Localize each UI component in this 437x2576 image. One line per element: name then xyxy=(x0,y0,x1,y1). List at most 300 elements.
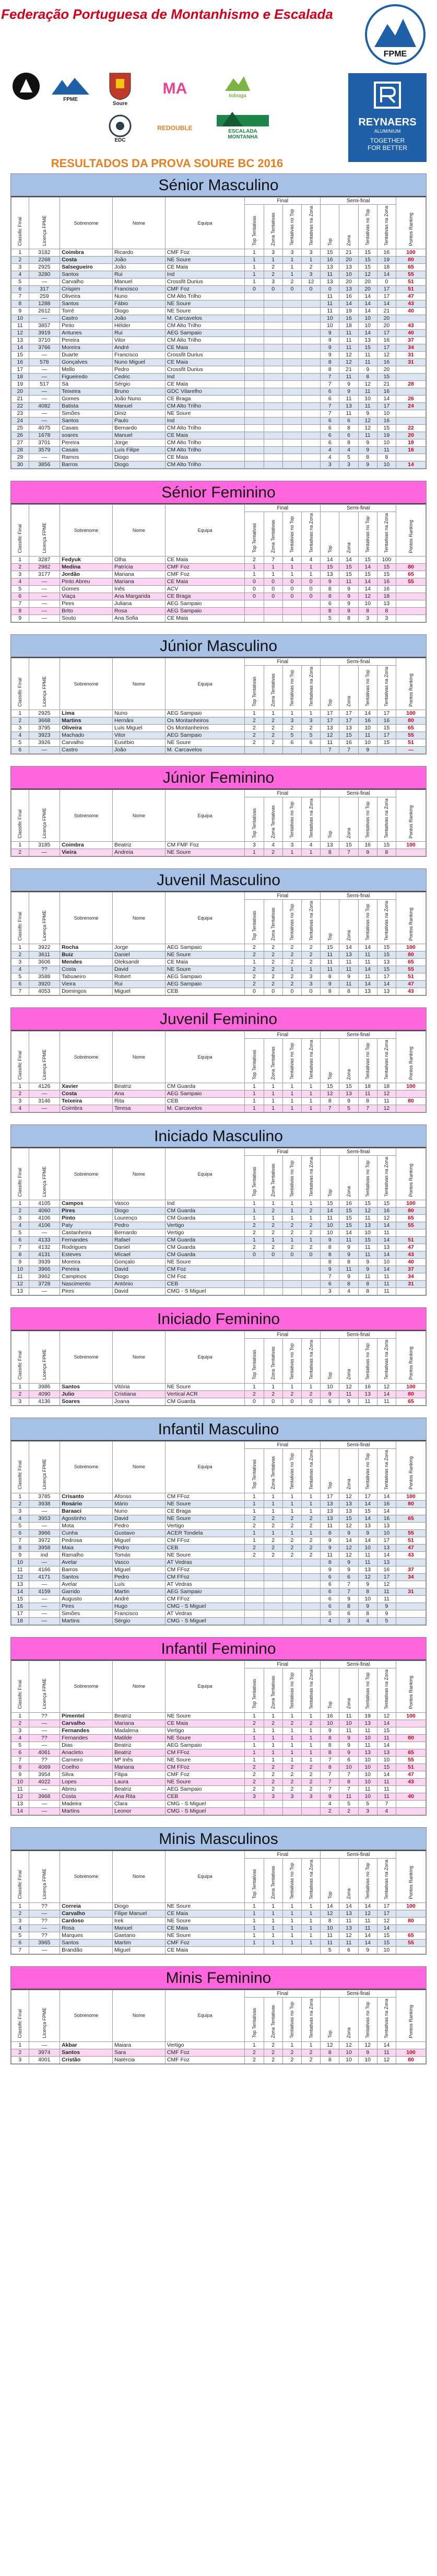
semifinal-group-header: Semi-final xyxy=(321,1851,396,1858)
column-header-nome: Nome xyxy=(112,1031,165,1083)
final-top-attempts: 1 xyxy=(245,1200,264,1208)
sub-column-header-text: Zona Tentativas xyxy=(270,212,276,246)
sub-column-header-text: Tentativas na Zona xyxy=(384,1449,389,1490)
ranking-points-cell: 100 xyxy=(396,1493,426,1500)
semi-top-tries: 3 xyxy=(358,615,377,622)
final-top-attempts: 2 xyxy=(245,1229,264,1237)
column-header-cls xyxy=(11,198,29,249)
ranking-points-cell xyxy=(396,586,426,593)
final-zone-attempts: 2 xyxy=(264,1515,282,1522)
table-row xyxy=(11,2041,426,2049)
surname-cell: Gomes xyxy=(60,396,113,403)
surname-cell: Augusto xyxy=(60,1595,113,1603)
fpme-badge-logo xyxy=(364,3,427,66)
soure-crest xyxy=(104,68,136,110)
semi-zone: 8 xyxy=(339,615,358,622)
semi-top-tries: 14 xyxy=(358,1932,377,1939)
final-top-tries xyxy=(282,425,301,432)
reynaers-logo xyxy=(348,73,427,162)
final-zone-attempts: 2 xyxy=(264,264,282,271)
table-row xyxy=(11,739,426,747)
column-header-sob: Sobrenome xyxy=(60,658,113,710)
sub-column-header xyxy=(321,512,339,556)
final-top-attempts: 3 xyxy=(245,842,264,849)
surname-cell: Oliveira xyxy=(60,725,113,732)
ranking-points-cell: 51 xyxy=(396,1237,426,1244)
semi-zone: 6 xyxy=(339,432,358,439)
table-row xyxy=(11,447,426,454)
semi-zone-tries: 5 xyxy=(377,1617,396,1624)
semi-top: 6 xyxy=(321,1281,339,1288)
ranking-points-cell xyxy=(396,1581,426,1588)
table-row xyxy=(11,1756,426,1763)
final-top-attempts xyxy=(245,410,264,417)
semi-zone: 9 xyxy=(339,1398,358,1405)
rank-cell: 7 xyxy=(11,1537,29,1544)
table-row xyxy=(11,1222,426,1229)
final-top-attempts xyxy=(245,322,264,330)
table-row xyxy=(11,1098,426,1105)
semi-zone-tries: 15 xyxy=(377,374,396,381)
semi-zone-tries: 17 xyxy=(377,344,396,352)
license-cell: — xyxy=(29,1720,60,1727)
final-top-tries: 1 xyxy=(282,1493,301,1500)
firstname-cell: Hernâni xyxy=(112,717,165,725)
column-header-text: Classific Final xyxy=(17,2009,23,2038)
sub-column-header-text: Zona Tentativas xyxy=(270,1676,276,1709)
rank-cell: 4 xyxy=(11,1734,29,1742)
final-top-tries: 1 xyxy=(282,966,301,973)
team-cell: CE Maia xyxy=(165,454,245,461)
semi-zone-tries: 13 xyxy=(377,1544,396,1551)
final-zone-attempts: 2 xyxy=(264,952,282,959)
sub-column-header-text: Tentativas no Top xyxy=(365,1672,371,1709)
license-cell: — xyxy=(29,1610,60,1617)
ranking-points-cell: 80 xyxy=(396,1917,426,1924)
semi-zone-tries: 16 xyxy=(377,359,396,366)
final-top-attempts: 2 xyxy=(245,2056,264,2063)
license-cell: 4106 xyxy=(29,1215,60,1222)
surname-cell: Dias xyxy=(60,1742,113,1749)
semi-top-tries: 14 xyxy=(358,981,377,988)
ranking-points-cell: 34 xyxy=(396,1273,426,1281)
rank-cell: 4 xyxy=(11,1105,29,1112)
firstname-cell: Beatriz xyxy=(112,842,165,849)
team-cell: Crossfit Durius xyxy=(165,366,245,374)
semi-zone: 7 xyxy=(339,1588,358,1595)
table-row xyxy=(11,461,426,469)
semi-zone-tries: 14 xyxy=(377,1507,396,1515)
final-zone-attempts: 2 xyxy=(264,944,282,952)
rank-cell: 3 xyxy=(11,2056,29,2063)
team-cell: CMF Foz xyxy=(165,564,245,571)
final-top-tries: 2 xyxy=(282,1390,301,1398)
license-cell: 4090 xyxy=(29,1390,60,1398)
semi-zone: 9 xyxy=(339,1273,358,1281)
surname-cell: Martins xyxy=(60,1807,113,1815)
final-top-attempts xyxy=(245,1610,264,1617)
semi-zone: 7 xyxy=(339,849,358,856)
final-zone-attempts xyxy=(264,1603,282,1610)
firstname-cell: Inês xyxy=(112,586,165,593)
column-header-eq: Equipa xyxy=(165,1990,245,2041)
surname-cell: Fernandes xyxy=(60,1734,113,1742)
rank-cell: 3 xyxy=(11,1917,29,1924)
semi-top-tries: 10 xyxy=(358,600,377,608)
semi-zone: 14 xyxy=(339,556,358,564)
final-top-tries xyxy=(282,366,301,374)
final-top-tries: 2 xyxy=(282,1244,301,1251)
final-zone-attempts xyxy=(264,293,282,300)
team-cell: CE Maia xyxy=(165,556,245,564)
semi-zone: 7 xyxy=(339,1581,358,1588)
final-top-tries xyxy=(282,344,301,352)
semi-top-tries: 11 xyxy=(358,352,377,359)
firstname-cell: Gaetano xyxy=(112,1932,165,1939)
final-top-attempts: 2 xyxy=(245,1785,264,1793)
team-cell: NE Soure xyxy=(165,1500,245,1507)
rank-cell: 2 xyxy=(11,564,29,571)
team-cell: NE Soure xyxy=(165,1712,245,1720)
final-zone-tries xyxy=(301,1288,320,1295)
semi-top: 6 xyxy=(321,417,339,425)
semi-zone-tries: 20 xyxy=(377,366,396,374)
final-top-tries xyxy=(282,1581,301,1588)
final-zone-attempts xyxy=(264,330,282,337)
ranking-points-cell: 100 xyxy=(396,249,426,257)
final-zone-attempts xyxy=(264,403,282,410)
sub-column-header-text: Zona xyxy=(346,695,351,707)
surname-cell: Antunes xyxy=(60,330,113,337)
column-header-eq: Equipa xyxy=(165,1331,245,1383)
semi-top: 6 xyxy=(321,1581,339,1588)
semi-top: 9 xyxy=(321,330,339,337)
semi-zone: 11 xyxy=(339,1237,358,1244)
final-top-tries: 2 xyxy=(282,1720,301,1727)
semi-top: 9 xyxy=(321,981,339,988)
semi-top: 8 xyxy=(321,2056,339,2063)
semi-zone-tries: 13 xyxy=(377,988,396,995)
semi-top-tries: 13 xyxy=(358,1720,377,1727)
column-header-nome: Nome xyxy=(112,1661,165,1712)
final-zone-attempts: 1 xyxy=(264,1105,282,1112)
semi-zone-tries: 13 xyxy=(377,600,396,608)
semi-top-tries: 11 xyxy=(358,1215,377,1222)
firstname-cell: Miguel xyxy=(112,1946,165,1954)
final-top-tries: 1 xyxy=(282,1902,301,1910)
firstname-cell: Mariana xyxy=(112,578,165,586)
ranking-points-cell: 55 xyxy=(396,1939,426,1946)
table-row xyxy=(11,1566,426,1573)
column-header-lic xyxy=(29,1661,60,1712)
semifinal-group-header: Semi-final xyxy=(321,658,396,666)
ranking-points-cell: 40 xyxy=(396,1259,426,1266)
semi-top: 7 xyxy=(321,410,339,417)
final-zone-attempts xyxy=(264,1617,282,1624)
toboga-logo-text: toboga xyxy=(229,92,246,99)
semi-zone-tries: 12 xyxy=(377,352,396,359)
final-zone-tries: 2 xyxy=(301,1244,320,1251)
semi-top: 15 xyxy=(321,564,339,571)
surname-cell: Machado xyxy=(60,732,113,739)
final-top-tries: 2 xyxy=(282,725,301,732)
license-cell: 3923 xyxy=(29,732,60,739)
semi-zone-tries: 17 xyxy=(377,403,396,410)
final-top-tries xyxy=(282,1566,301,1573)
ranking-points-cell xyxy=(396,315,426,322)
semi-zone: 11 xyxy=(339,337,358,344)
semi-top: 10 xyxy=(321,1222,339,1229)
semi-zone-tries: 15 xyxy=(377,1932,396,1939)
sub-column-header xyxy=(282,666,301,710)
semi-zone-tries: 16 xyxy=(377,388,396,396)
license-cell: 4069 xyxy=(29,1763,60,1771)
table-row xyxy=(11,352,426,359)
ranking-points-cell: 47 xyxy=(396,1244,426,1251)
sub-column-header xyxy=(358,1156,377,1200)
sub-column-header-text: Top xyxy=(327,1701,333,1709)
final-zone-tries xyxy=(301,1807,320,1815)
firstname-cell: Bernardo xyxy=(112,425,165,432)
table-row xyxy=(11,454,426,461)
semi-top-tries: 14 xyxy=(358,308,377,315)
ranking-points-cell: 80 xyxy=(396,1500,426,1507)
column-header-text: Pontos Ranking xyxy=(408,519,414,553)
final-top-attempts: 1 xyxy=(245,1734,264,1742)
final-top-tries xyxy=(282,439,301,447)
table-row xyxy=(11,988,426,995)
license-cell: 4106 xyxy=(29,1222,60,1229)
final-zone-tries xyxy=(301,454,320,461)
final-zone-tries xyxy=(301,410,320,417)
ranking-points-cell: 40 xyxy=(396,1793,426,1800)
final-zone-tries: 2 xyxy=(301,959,320,966)
ranking-points-cell: 100 xyxy=(396,944,426,952)
license-cell: 3962 xyxy=(29,1273,60,1281)
ranking-points-cell: 55 xyxy=(396,732,426,739)
table-row xyxy=(11,1793,426,1800)
column-header-pts xyxy=(396,790,426,842)
final-zone-tries: 1 xyxy=(301,1098,320,1105)
semi-top: 13 xyxy=(321,1500,339,1507)
sub-column-header-text: Tentativas no Top xyxy=(365,1862,371,1899)
semi-zone-tries: 17 xyxy=(377,1910,396,1917)
firstname-cell: Pedro xyxy=(112,1222,165,1229)
final-zone-tries: 2 xyxy=(301,1763,320,1771)
team-cell: Vertigo xyxy=(165,1522,245,1529)
semi-zone: 9 xyxy=(339,381,358,388)
results-section xyxy=(10,1307,427,1406)
final-top-attempts: 2 xyxy=(245,725,264,732)
column-header-eq: Equipa xyxy=(165,505,245,556)
semi-top-tries: 11 xyxy=(358,1559,377,1566)
final-zone-attempts: 1 xyxy=(264,564,282,571)
sub-column-header-text: Top Tentativas xyxy=(251,1050,257,1080)
table-row xyxy=(11,439,426,447)
firstname-cell: Robert xyxy=(112,973,165,981)
team-cell: CM Foz xyxy=(165,1273,245,1281)
column-header-sob: Sobrenome xyxy=(60,1990,113,2041)
semi-zone-tries: 11 xyxy=(377,2049,396,2056)
surname-cell: Coimbra xyxy=(60,842,113,849)
sub-column-header xyxy=(245,1858,264,1902)
semi-zone: 5 xyxy=(339,454,358,461)
final-zone-tries: 0 xyxy=(301,586,320,593)
final-zone-attempts xyxy=(264,1800,282,1807)
sub-column-header xyxy=(245,1039,264,1083)
team-cell: Os Montanheiros xyxy=(165,717,245,725)
final-top-tries: 1 xyxy=(282,1749,301,1756)
final-top-tries: 0 xyxy=(282,1251,301,1259)
column-header-pts xyxy=(396,198,426,249)
final-zone-attempts: 2 xyxy=(264,2049,282,2056)
semi-top-tries: 11 xyxy=(358,732,377,739)
surname-cell: Casais xyxy=(60,425,113,432)
final-zone-attempts: 2 xyxy=(264,739,282,747)
semifinal-group-header: Semi-final xyxy=(321,1661,396,1668)
semi-top: 8 xyxy=(321,1098,339,1105)
rank-cell: 26 xyxy=(11,432,29,439)
table-row xyxy=(11,747,426,754)
final-zone-attempts: 1 xyxy=(264,1493,282,1500)
surname-cell: Madeira xyxy=(60,1800,113,1807)
firstname-cell: Sérgio xyxy=(112,381,165,388)
ranking-points-cell: 65 xyxy=(396,264,426,271)
final-zone-attempts xyxy=(264,1273,282,1281)
escalada-montanha-text: ESCALADA MONTANHA xyxy=(228,129,258,140)
redouble-logo xyxy=(146,120,204,136)
table-row xyxy=(11,1281,426,1288)
team-cell: CMG - S Miguel xyxy=(165,1800,245,1807)
team-cell: CE Maia xyxy=(165,1910,245,1917)
ranking-points-cell: 100 xyxy=(396,1902,426,1910)
final-top-tries xyxy=(282,322,301,330)
column-header-nome: Nome xyxy=(112,1331,165,1383)
license-cell: — xyxy=(29,396,60,403)
license-cell: — xyxy=(29,2041,60,2049)
sub-column-header-text: Top xyxy=(327,933,333,941)
ranking-points-cell: 51 xyxy=(396,739,426,747)
rank-cell: 18 xyxy=(11,1617,29,1624)
semi-top: 8 xyxy=(321,1749,339,1756)
final-zone-attempts: 2 xyxy=(264,1763,282,1771)
semi-zone: 15 xyxy=(339,1215,358,1222)
table-row xyxy=(11,944,426,952)
semifinal-group-header: Semi-final xyxy=(321,1331,396,1339)
surname-cell: Avelar xyxy=(60,1581,113,1588)
semi-zone-tries: 10 xyxy=(377,1529,396,1537)
rank-cell: 6 xyxy=(11,1749,29,1756)
rank-cell: 17 xyxy=(11,1610,29,1617)
semi-top: 0 xyxy=(321,286,339,293)
sub-column-header-text: Tentativas no Top xyxy=(365,1453,371,1490)
column-header-pts xyxy=(396,892,426,944)
rank-cell: 5 xyxy=(11,973,29,981)
column-header-text: Pontos Ranking xyxy=(408,673,414,707)
fpme-logo xyxy=(47,68,94,110)
final-top-tries xyxy=(282,410,301,417)
semi-zone: 9 xyxy=(339,1559,358,1566)
final-zone-attempts: 1 xyxy=(264,1712,282,1720)
team-cell: CM FMF Foz xyxy=(165,842,245,849)
sub-column-header-text: Zona xyxy=(346,1479,351,1490)
rank-cell: 12 xyxy=(11,1281,29,1288)
semi-top: 7 xyxy=(321,1771,339,1778)
final-zone-tries xyxy=(301,352,320,359)
final-top-attempts: 2 xyxy=(245,556,264,564)
table-row xyxy=(11,403,426,410)
rank-cell: 11 xyxy=(11,1785,29,1793)
rank-cell: 2 xyxy=(11,257,29,264)
license-cell: 3972 xyxy=(29,1537,60,1544)
semi-top: 6 xyxy=(321,1595,339,1603)
table-row xyxy=(11,717,426,725)
final-top-tries: 1 xyxy=(282,271,301,279)
team-cell: CM Alto Trilho xyxy=(165,293,245,300)
table-row xyxy=(11,1902,426,1910)
final-zone-attempts: 1 xyxy=(264,1237,282,1244)
table-row xyxy=(11,425,426,432)
rank-cell: 12 xyxy=(11,1793,29,1800)
final-zone-attempts: 2 xyxy=(264,973,282,981)
final-top-attempts xyxy=(245,1800,264,1807)
ranking-points-cell xyxy=(396,1785,426,1793)
final-top-tries xyxy=(282,600,301,608)
semi-top-tries: 9 xyxy=(358,410,377,417)
final-zone-tries: 1 xyxy=(301,1383,320,1390)
final-top-attempts xyxy=(245,344,264,352)
ranking-points-cell xyxy=(396,410,426,417)
sub-column-header xyxy=(339,1156,358,1200)
semi-zone-tries: 15 xyxy=(377,425,396,432)
team-cell: CM Guarda xyxy=(165,1083,245,1090)
semi-zone: 12 xyxy=(339,2041,358,2049)
final-zone-attempts xyxy=(264,1566,282,1573)
surname-cell: Coimbra xyxy=(60,1105,113,1112)
team-cell: Vertigo xyxy=(165,2041,245,2049)
firstname-cell: Joana xyxy=(112,1398,165,1405)
firstname-cell: Lourenço xyxy=(112,1215,165,1222)
license-cell: 3146 xyxy=(29,1098,60,1105)
firstname-cell: Daniel xyxy=(112,952,165,959)
column-header-text: Pontos Ranking xyxy=(408,1346,414,1380)
semi-top-tries: 13 xyxy=(358,1749,377,1756)
firstname-cell: Sara xyxy=(112,2049,165,2056)
final-top-attempts: 2 xyxy=(245,944,264,952)
sub-column-header-text: Tentativas na Zona xyxy=(384,798,389,839)
sub-column-header-text: Top Tentativas xyxy=(251,1167,257,1197)
rank-cell: 1 xyxy=(11,1083,29,1090)
column-header-sob: Sobrenome xyxy=(60,505,113,556)
semi-top: 8 xyxy=(321,586,339,593)
semi-top: 6 xyxy=(321,388,339,396)
team-cell: CE Braga xyxy=(165,396,245,403)
semi-zone: 14 xyxy=(339,300,358,308)
final-top-attempts xyxy=(245,366,264,374)
rank-cell: 2 xyxy=(11,849,29,856)
final-top-tries: 1 xyxy=(282,1098,301,1105)
team-cell: CE Maia xyxy=(165,1946,245,1954)
semi-zone-tries: 21 xyxy=(377,381,396,388)
semi-zone: 11 xyxy=(339,1727,358,1734)
semi-top: 17 xyxy=(321,710,339,717)
final-top-tries: 2 xyxy=(282,981,301,988)
column-header-lic xyxy=(29,790,60,842)
final-top-attempts: 1 xyxy=(245,1932,264,1939)
semifinal-group-header: Semi-final xyxy=(321,505,396,512)
final-zone-attempts xyxy=(264,1946,282,1954)
final-top-tries xyxy=(282,1800,301,1807)
